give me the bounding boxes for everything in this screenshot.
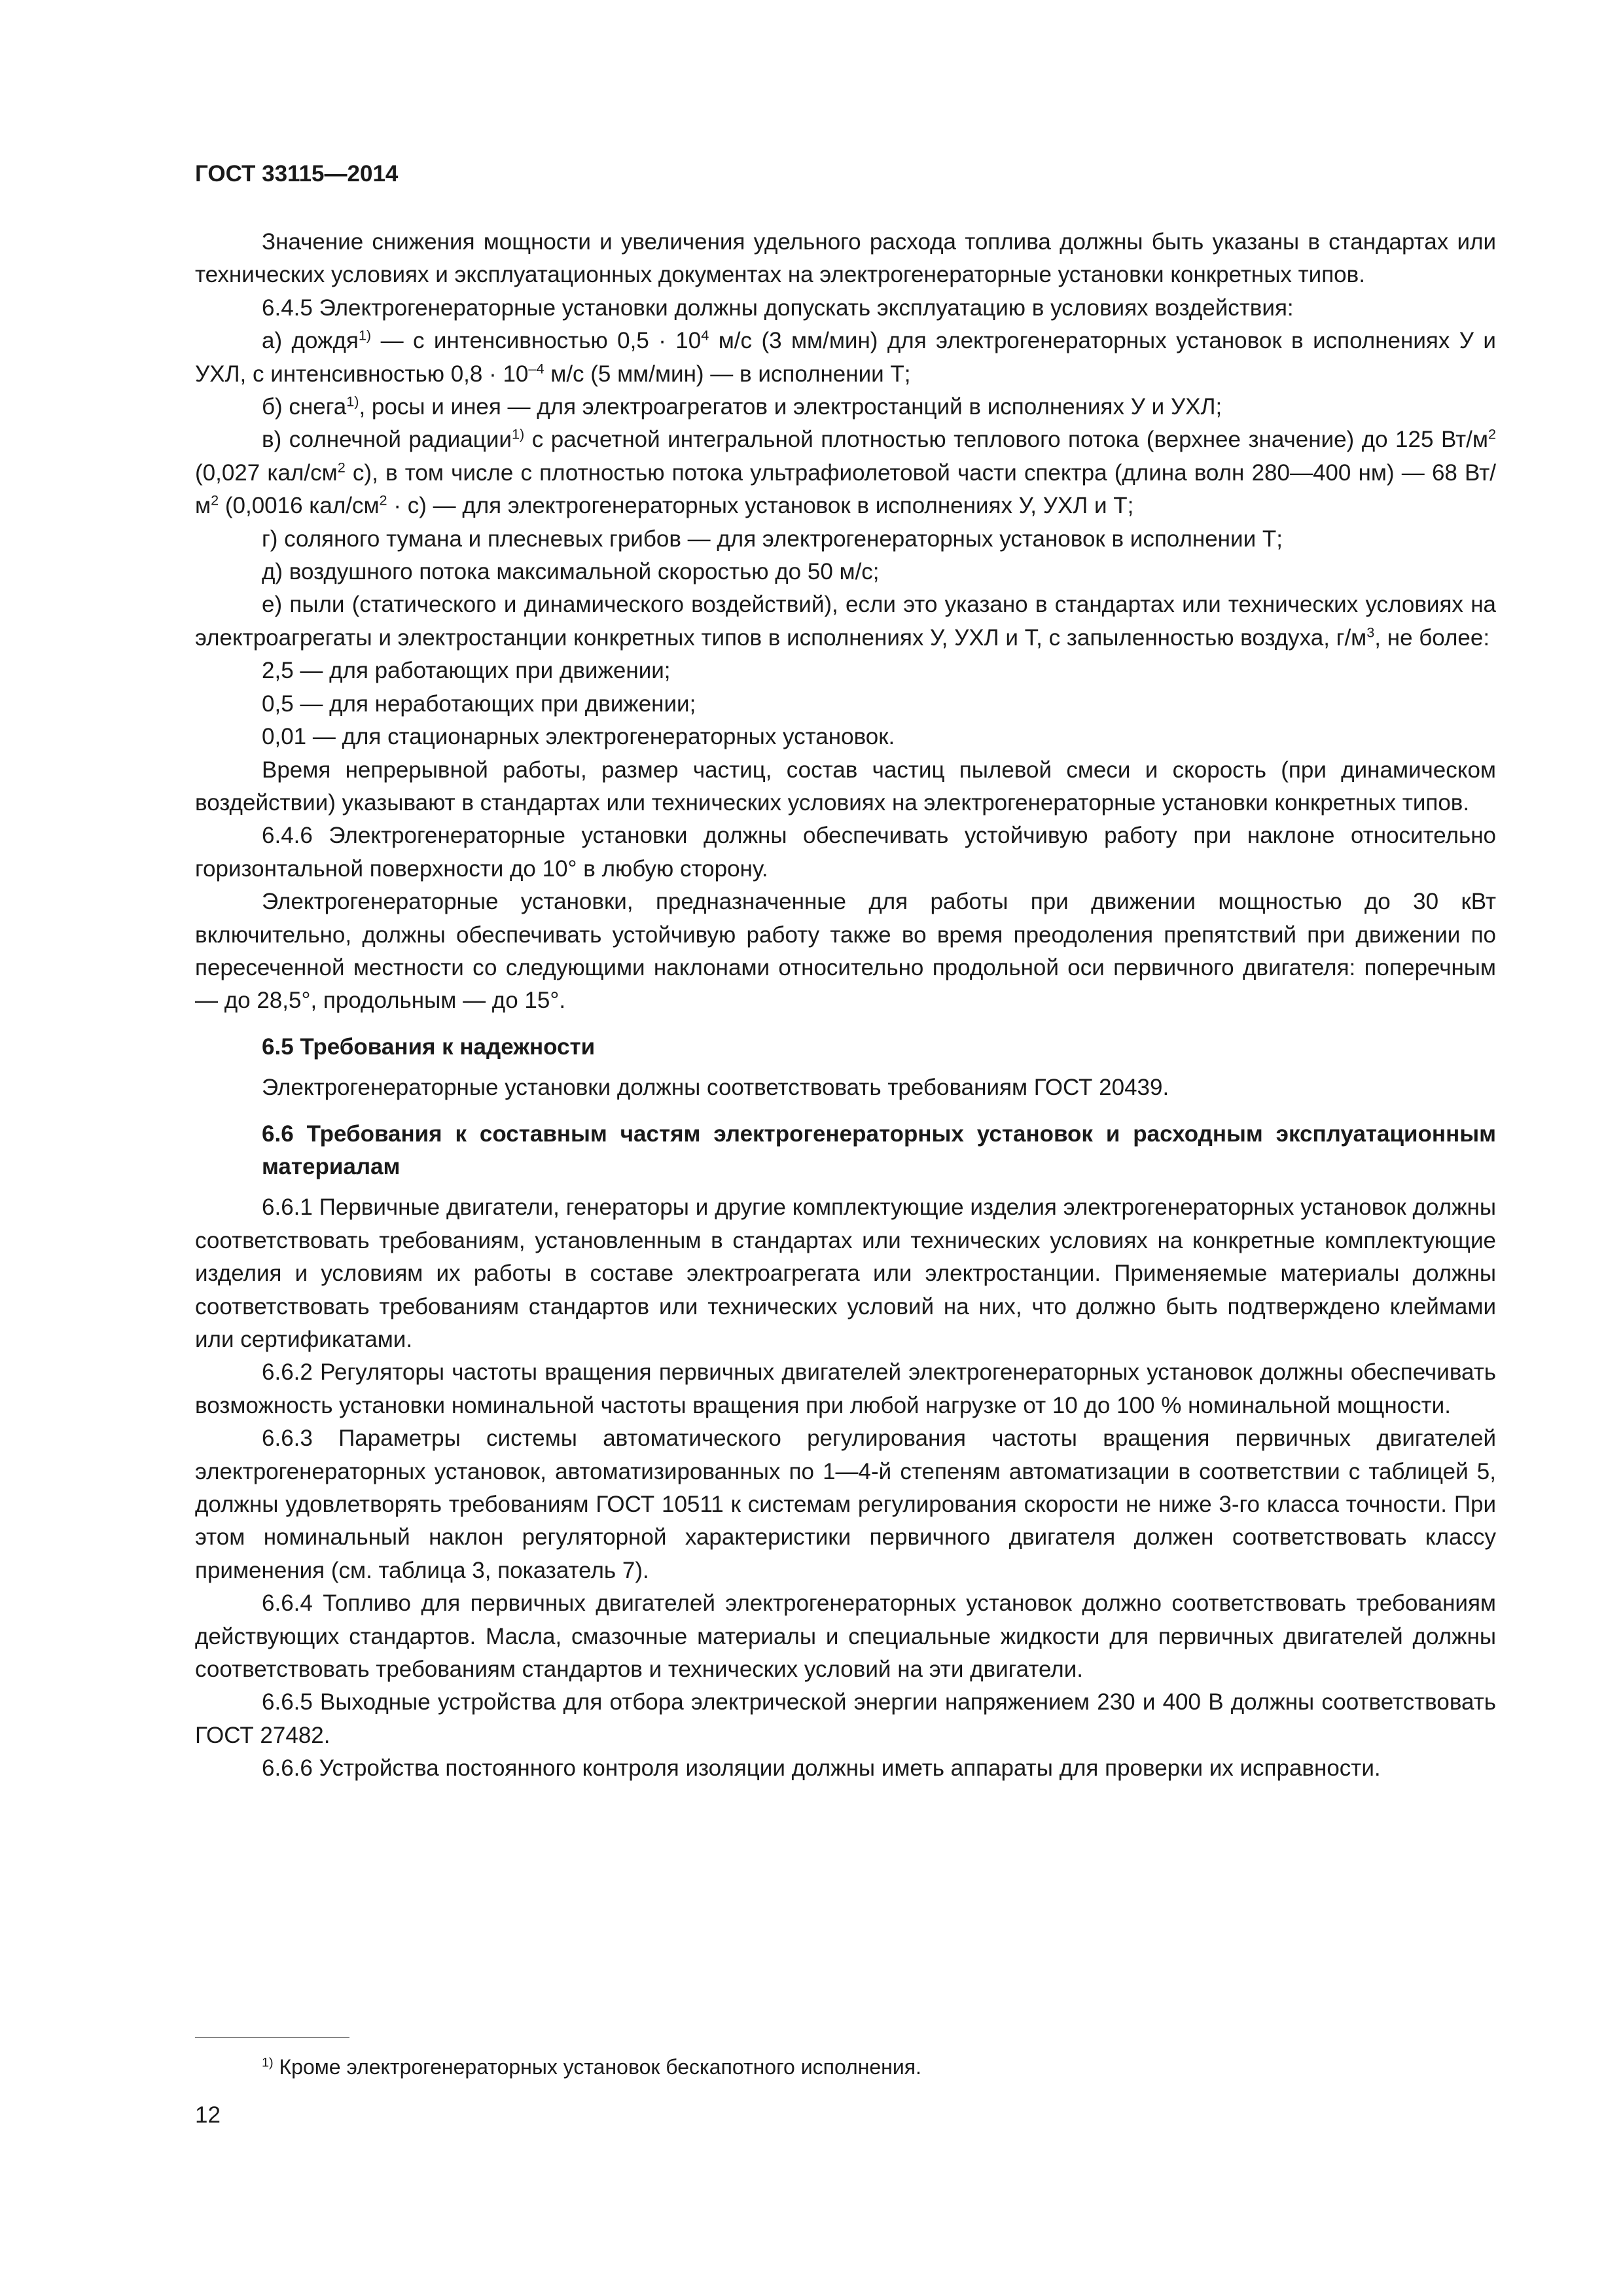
dust-limit-1: 2,5 — для работающих при движении; [262, 658, 671, 684]
paragraph-6-5: Электрогенераторные установки должны соответствовать требованиям ГОСТ 20439. [262, 1075, 1169, 1101]
paragraph-6-6-3: 6.6.3 Параметры системы автоматического регулирования частоты вращения первичных двигателей электрогенераторных установок, автоматизированных по 1—4-й степеням автоматизации в соответствии с таблицей 5, должны удовлетворять требованиям ГОСТ 10511 к системам регулирования скорости не ниже 3-го класса точности. При этом номинальный наклон регуляторной характеристики первичного двигателя должен соответствовать классу применения (см. таблица 3, показатель 7). [195, 1426, 1496, 1583]
list-item-a: а) дождя$^{1)}$ — с интенсивностью $0,5 \cdot 10^4$ м/с (3 мм/мин) для электрогенераторных установок в исполнениях У и УХЛ, с интенсивностью $0,8 \cdot 10^{-4}$ м/с (5 мм/мин) — в исполнении Т; [195, 327, 1496, 387]
document-header: ГОСТ 33115—2014 [195, 161, 399, 187]
paragraph-6-4-6: 6.4.6 Электрогенераторные установки должны обеспечивать устойчивую работу при наклоне относительно горизонтальной поверхности до 10° в любую сторону. [195, 823, 1496, 882]
page-content [195, 226, 1496, 1785]
footnote-divider [195, 2037, 349, 2038]
footnote-text: Кроме электрогенераторных установок бескапотного исполнения. [273, 2055, 921, 2079]
paragraph-6-6-2: 6.6.2 Регуляторы частоты вращения первичных двигателей электрогенераторных установок должны обеспечивать возможность установки номинальной частоты вращения при любой нагрузке от 10 до 100 % номинальной мощности. [195, 1359, 1496, 1418]
page-number: 12 [195, 2102, 221, 2128]
section-heading-6-5: 6.5 Требования к надежности [262, 1033, 596, 1060]
footnote [262, 2053, 921, 2081]
paragraph-6-6-5: 6.6.5 Выходные устройства для отбора электрической энергии напряжением 230 и 400 В должны соответствовать ГОСТ 27482. [195, 1689, 1496, 1748]
dust-limit-2: 0,5 — для неработающих при движении; [262, 691, 696, 717]
section-heading-6-6: 6.6 Требования к составным частям электрогенераторных установок и расходным эксплуатационным материалам [262, 1121, 1496, 1179]
paragraph-6-6-4: 6.6.4 Топливо для первичных двигателей электрогенераторных установок должно соответствовать требованиям действующих стандартов. Масла, смазочные материалы и специальные жидкости для первичных двигателей должны соответствовать требованиям стандартов и технических условий на эти двигатели. [195, 1590, 1496, 1683]
list-item-d: д) воздушного потока максимальной скоростью до 50 м/с; [262, 559, 880, 585]
list-item-b: б) снега$^{1)}$, росы и инея — для электроагрегатов и электростанций в исполнениях У и УХЛ; [262, 393, 1222, 420]
list-item-e: е) пыли (статического и динамического воздействий), если это указано в стандартах или технических условиях на электроагрегаты и электростанции конкретных типов в исполнениях У, УХЛ и Т, с запыленностью воздуха, $г/м^3$, не более: [195, 592, 1496, 651]
paragraph-intro: Значение снижения мощности и увеличения удельного расхода топлива должны быть указаны в стандартах или технических условиях и эксплуатационных документах на электрогенераторные установки конкретных типов. [195, 229, 1496, 288]
footnote-ref: 1) [346, 393, 359, 410]
footnote-mark: 1) [262, 2055, 274, 2070]
paragraph-6-6-1: 6.6.1 Первичные двигатели, генераторы и другие комплектующие изделия электрогенераторных установок должны соответствовать требованиям, установленным в стандартах или технических условиях на конкретные комплектующие изделия и условиям их работы в составе электроагрегата или электростанции. Применяемые материалы должны соответствовать требованиям стандартов или технических условий на них, что должно быть подтверждено клеймами или сертификатами. [195, 1194, 1496, 1352]
list-item-v: в) солнечной радиации$^{1)}$ с расчетной интегральной плотностью теплового потока (верхнее значение) до 125 $Вт/м^2$ (0,027 кал/$см^2$ с), в том числе с плотностью потока ультрафиолетовой части спектра (длина волн 280—400 нм) — 68 $Вт/м^2$ (0,0016 кал/$см^2 \cdot с$) — для электрогенераторных установок в исполнениях У, УХЛ и Т; [195, 425, 1497, 519]
paragraph-operating-time: Время непрерывной работы, размер частиц, состав частиц пылевой смеси и скорость (при динамическом воздействии) указывают в стандартах или технических условиях на электрогенераторные установки конкретных типов. [195, 757, 1496, 816]
dust-limit-3: 0,01 — для стационарных электрогенераторных установок. [262, 724, 895, 750]
paragraph-6-4-6-mobile: Электрогенераторные установки, предназначенные для работы при движении мощностью до 30 кВт включительно, должны обеспечивать устойчивую работу также во время преодоления препятствий при движении по пересеченной местности со следующими наклонами относительно продольной оси первичного двигателя: поперечным — до 28,5°, продольным — до 15°. [195, 889, 1496, 1014]
paragraph-6-4-5: 6.4.5 Электрогенераторные установки должны допускать эксплуатацию в условиях воздействия: [262, 295, 1294, 321]
list-item-g: г) соляного тумана и плесневых грибов — для электрогенераторных установок в исполнении Т; [262, 526, 1283, 552]
footnote-ref: 1) [358, 327, 372, 344]
paragraph-6-6-6: 6.6.6 Устройства постоянного контроля изоляции должны иметь аппараты для проверки их исправности. [262, 1755, 1381, 1782]
footnote-ref: 1) [511, 425, 525, 442]
